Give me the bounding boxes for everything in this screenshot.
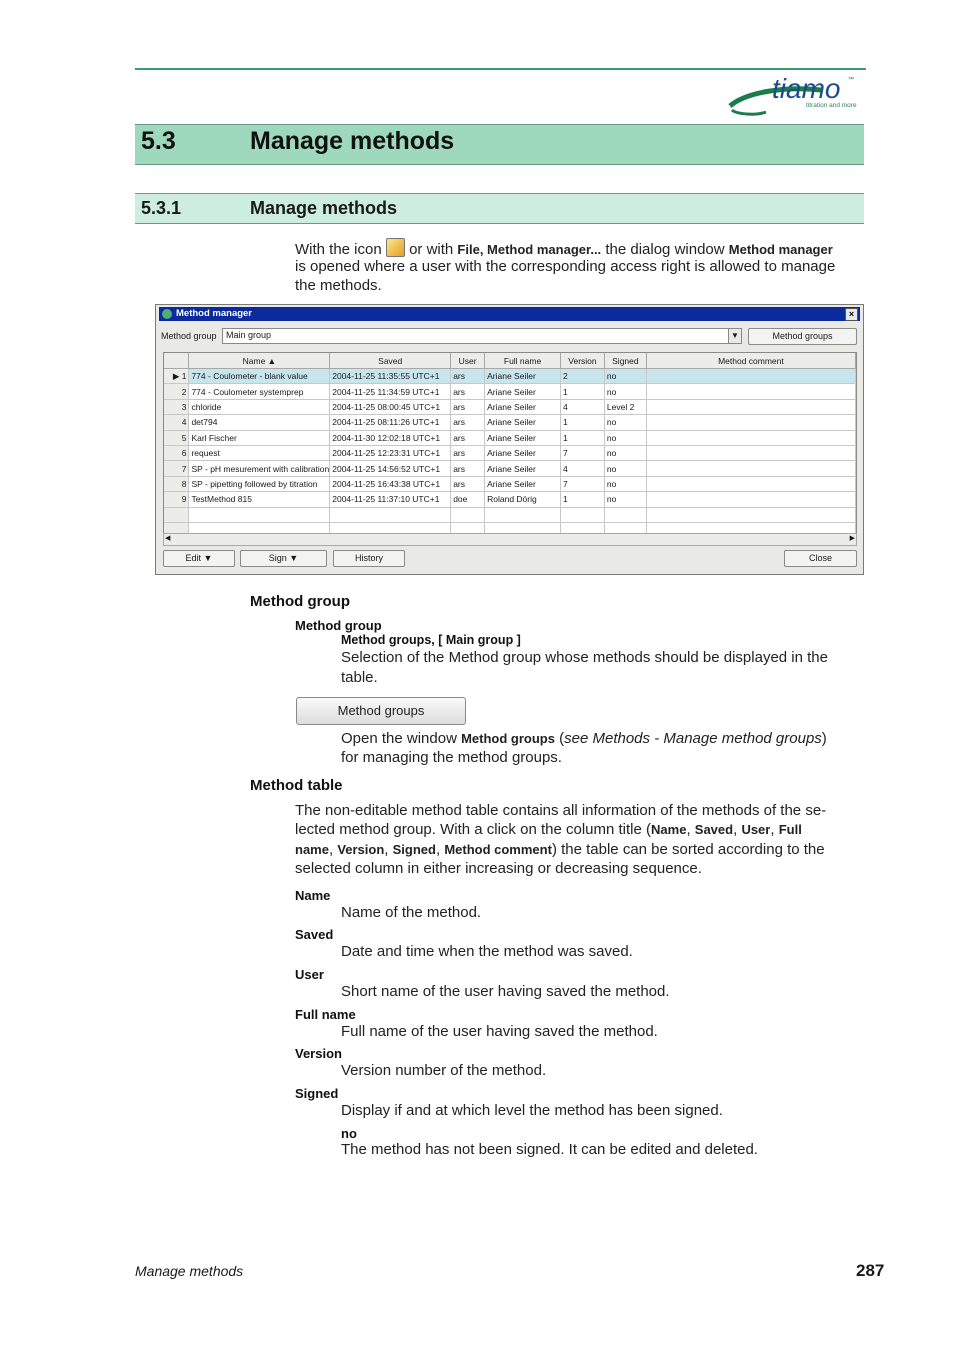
table-cell: [560, 507, 604, 522]
table-cell: no: [604, 415, 646, 430]
col-saved[interactable]: Saved: [330, 353, 451, 369]
table-cell: [646, 507, 855, 522]
method-group-term: Method group: [295, 618, 382, 633]
table-cell: [646, 384, 855, 399]
table-cell: 1: [560, 384, 604, 399]
table-cell: Ariane Seiler: [485, 445, 561, 460]
table-cell: Roland Dörig: [485, 492, 561, 507]
definition-desc: Full name of the user having saved the method.: [341, 1023, 658, 1040]
definition-term: Version: [295, 1046, 342, 1061]
table-cell: 4: [560, 399, 604, 414]
table-cell: Ariane Seiler: [485, 430, 561, 445]
subsection-title: Manage methods: [250, 198, 398, 218]
table-cell: Ariane Seiler: [485, 369, 561, 384]
col-name[interactable]: Name ▲: [189, 353, 330, 369]
table-cell: Karl Fischer: [189, 430, 330, 445]
method-group-desc-2: table.: [341, 669, 378, 686]
table-cell: Ariane Seiler: [485, 461, 561, 476]
table-cell: 1: [560, 430, 604, 445]
definition-term: Name: [295, 888, 331, 903]
table-row[interactable]: [164, 415, 856, 430]
table-cell: 1: [560, 492, 604, 507]
table-row[interactable]: [164, 399, 856, 414]
page-number: 287: [856, 1261, 885, 1280]
definition-desc: Version number of the method.: [341, 1062, 547, 1079]
table-cell: 2: [164, 384, 189, 399]
table-cell: ars: [451, 399, 485, 414]
empty-row: [164, 507, 856, 522]
method-group-desc-1: Selection of the Method group whose methods should be displayed in the: [341, 649, 828, 666]
section-number: 5.3: [141, 127, 176, 155]
edit-button[interactable]: Edit ▼: [163, 550, 235, 567]
table-cell: Ariane Seiler: [485, 399, 561, 414]
method-manager-icon: [386, 238, 405, 257]
subsection-heading-bar: [135, 193, 864, 224]
table-row[interactable]: [164, 369, 856, 384]
method-table-line-2: lected method group. With a click on the column title (Name, Saved, User, Full: [295, 821, 802, 838]
method-manager-window: [155, 304, 864, 575]
table-row[interactable]: [164, 445, 856, 460]
table-cell: [646, 399, 855, 414]
definition-desc: Short name of the user having saved the method.: [341, 983, 670, 1000]
table-row[interactable]: [164, 492, 856, 507]
table-cell: [485, 507, 561, 522]
logo-trademark: ™: [848, 77, 854, 83]
table-cell: [189, 507, 330, 522]
app-icon: [162, 309, 172, 319]
table-cell: no: [604, 461, 646, 476]
no-term: no: [341, 1126, 357, 1141]
table-cell: [646, 492, 855, 507]
table-cell: 4: [560, 461, 604, 476]
table-cell: doe: [451, 492, 485, 507]
col-version[interactable]: Version: [560, 353, 604, 369]
table-cell: Ariane Seiler: [485, 476, 561, 491]
table-cell: ▶ 1: [164, 369, 189, 384]
method-group-label: Method group: [161, 331, 217, 341]
table-cell: 7: [164, 461, 189, 476]
table-cell: no: [604, 430, 646, 445]
col-index: [164, 353, 189, 369]
table-cell: 7: [560, 445, 604, 460]
table-cell: Ariane Seiler: [485, 415, 561, 430]
table-cell: 6: [164, 445, 189, 460]
table-cell: 774 - Coulometer - blank value: [189, 369, 330, 384]
close-button[interactable]: Close: [784, 550, 857, 567]
logo-tagline: titration and more: [806, 102, 857, 109]
horizontal-scrollbar[interactable]: ◀ ▶: [163, 533, 857, 546]
definition-term: User: [295, 967, 324, 982]
method-group-sub: Method groups, [ Main group ]: [341, 633, 521, 647]
table-cell: [646, 430, 855, 445]
table-cell: request: [189, 445, 330, 460]
table-cell: 4: [164, 415, 189, 430]
method-groups-open-line-1: Open the window Method groups (see Methods - Manage method groups): [341, 730, 827, 747]
table-cell: 2004-11-25 14:56:52 UTC+1: [330, 461, 451, 476]
footer-section-name: Manage methods: [135, 1263, 244, 1279]
table-row[interactable]: [164, 384, 856, 399]
definition-term: Signed: [295, 1086, 339, 1101]
intro-line-1: With the icon or with File, Method manager... the dialog window Method manager: [295, 238, 833, 260]
table-cell: no: [604, 369, 646, 384]
method-table-line-4: selected column in either increasing or decreasing sequence.: [295, 860, 702, 877]
window-title: Method manager: [176, 308, 253, 319]
table-cell: SP - pipetting followed by titration: [189, 476, 330, 491]
definition-desc: Date and time when the method was saved.: [341, 943, 633, 960]
table-cell: [646, 445, 855, 460]
table-cell: 2004-11-30 12:02:18 UTC+1: [330, 430, 451, 445]
method-table: [163, 352, 857, 537]
section-title: Manage methods: [250, 127, 455, 155]
table-cell: 2004-11-25 08:00:45 UTC+1: [330, 399, 451, 414]
table-row[interactable]: [164, 430, 856, 445]
table-cell: 2004-11-25 11:34:59 UTC+1: [330, 384, 451, 399]
table-cell: 5: [164, 430, 189, 445]
table-cell: SP - pH mesurement with calibration: [189, 461, 330, 476]
table-cell: 2004-11-25 11:37:10 UTC+1: [330, 492, 451, 507]
method-table-line-1: The non-editable method table contains all information of the methods of the se-: [295, 802, 827, 819]
intro-line-3: the methods.: [295, 277, 382, 294]
close-icon[interactable]: ×: [845, 308, 858, 321]
table-cell: ars: [451, 369, 485, 384]
table-cell: no: [604, 445, 646, 460]
table-cell: ars: [451, 430, 485, 445]
table-cell: 2: [560, 369, 604, 384]
table-cell: 2004-11-25 16:43:38 UTC+1: [330, 476, 451, 491]
table-cell: ars: [451, 415, 485, 430]
table-cell: ars: [451, 476, 485, 491]
sign-button[interactable]: Sign ▼: [240, 550, 327, 567]
table-cell: 1: [560, 415, 604, 430]
method-groups-button-illustration[interactable]: Method groups: [296, 697, 466, 725]
subsection-number: 5.3.1: [141, 198, 182, 218]
table-row[interactable]: [164, 476, 856, 491]
method-table-heading: Method table: [250, 777, 343, 794]
method-group-heading: Method group: [250, 593, 350, 610]
table-cell: 2004-11-25 08:11:26 UTC+1: [330, 415, 451, 430]
logo-wordmark: tiamo: [772, 73, 841, 104]
table-cell: 7: [560, 476, 604, 491]
definition-term: Saved: [295, 927, 334, 942]
table-cell: 2004-11-25 12:23:31 UTC+1: [330, 445, 451, 460]
table-cell: [604, 507, 646, 522]
table-cell: no: [604, 476, 646, 491]
col-user[interactable]: User: [451, 353, 485, 369]
col-signed[interactable]: Signed: [604, 353, 646, 369]
table-cell: 3: [164, 399, 189, 414]
table-cell: 8: [164, 476, 189, 491]
table-cell: [646, 476, 855, 491]
table-cell: ars: [451, 445, 485, 460]
method-group-select[interactable]: [222, 328, 742, 344]
method-groups-open-line-2: for managing the method groups.: [341, 749, 562, 766]
definition-term: Full name: [295, 1007, 356, 1022]
section-heading-bar: [135, 124, 864, 165]
table-cell: no: [604, 492, 646, 507]
table-cell: [451, 507, 485, 522]
col-full-name[interactable]: Full name: [485, 353, 561, 369]
table-cell: [646, 415, 855, 430]
tiamo-logo: [726, 72, 866, 118]
definition-desc: Name of the method.: [341, 904, 482, 921]
table-cell: [330, 507, 451, 522]
table-cell: 2004-11-25 11:35:55 UTC+1: [330, 369, 451, 384]
col-method-comment[interactable]: Method comment: [646, 353, 855, 369]
header-rule: [135, 68, 866, 70]
table-cell: 774 - Coulometer systemprep: [189, 384, 330, 399]
table-cell: [646, 461, 855, 476]
table-cell: det794: [189, 415, 330, 430]
no-desc: The method has not been signed. It can be edited and deleted.: [341, 1141, 758, 1158]
table-cell: ars: [451, 384, 485, 399]
table-cell: Level 2: [604, 399, 646, 414]
table-cell: 9: [164, 492, 189, 507]
table-cell: Ariane Seiler: [485, 384, 561, 399]
table-cell: [646, 369, 855, 384]
method-group-value: Main group: [226, 330, 272, 340]
history-button[interactable]: History: [333, 550, 405, 567]
table-cell: TestMethod 815: [189, 492, 330, 507]
definition-desc: Display if and at which level the method has been signed.: [341, 1102, 723, 1119]
table-cell: no: [604, 384, 646, 399]
intro-line-2: is opened where a user with the corresponding access right is allowed to manage: [295, 258, 836, 275]
table-cell: chloride: [189, 399, 330, 414]
method-table-line-3: name, Version, Signed, Method comment) the table can be sorted according to the: [295, 841, 825, 858]
chevron-down-icon[interactable]: ▼: [728, 329, 741, 343]
method-groups-button[interactable]: Method groups: [748, 328, 857, 345]
table-cell: [164, 507, 189, 522]
table-row[interactable]: [164, 461, 856, 476]
window-titlebar: [159, 307, 860, 321]
table-cell: ars: [451, 461, 485, 476]
